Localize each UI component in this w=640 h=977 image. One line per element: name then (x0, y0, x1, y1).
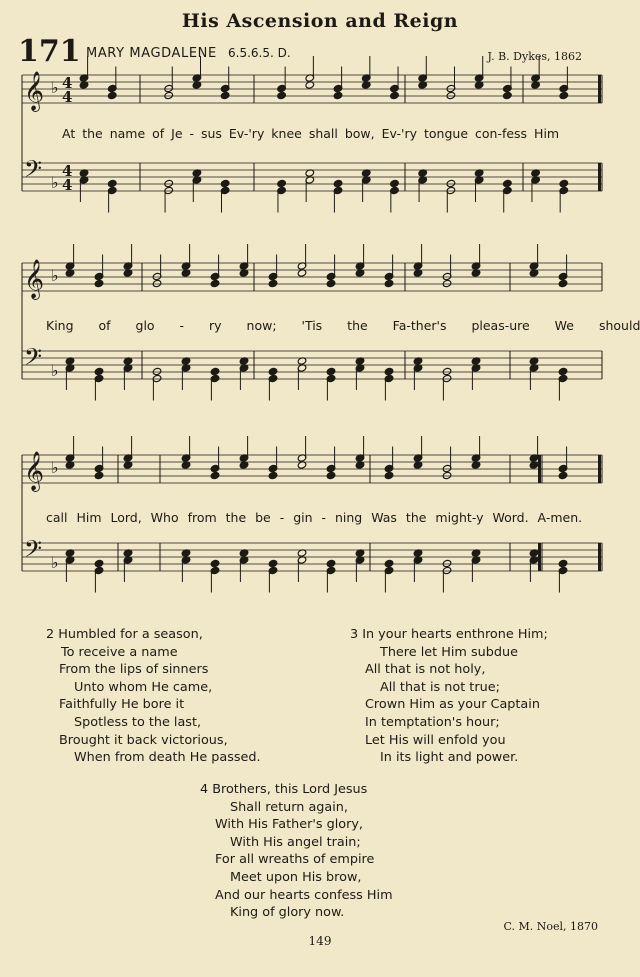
verse-line: When from death He passed. (74, 750, 261, 766)
note-head (384, 559, 394, 567)
verse-line: Let His will enfold you (365, 732, 506, 748)
verse-2 (46, 626, 261, 767)
note-head (164, 91, 174, 99)
note-head (442, 367, 452, 375)
verse-line: Unto whom He came, (74, 679, 213, 695)
note-head (210, 559, 220, 567)
note-head (277, 91, 287, 99)
meter: 6.5.6.5. D. (228, 46, 291, 60)
note-head (442, 279, 452, 287)
verse-line: King of glory now. (230, 905, 345, 921)
verse-line: All that is not true; (380, 679, 500, 695)
note-head (210, 367, 220, 375)
note-head (268, 279, 278, 287)
verse-line: Faithfully He bore it (59, 697, 185, 713)
bass-clef-icon: 𝄢 (24, 535, 43, 568)
bass-clef-icon: 𝄢 (24, 155, 43, 188)
treble-clef-icon: 𝄞 (24, 71, 45, 111)
note-head (390, 91, 400, 99)
note-head (94, 471, 104, 479)
verse-line: 4 Brothers, this Lord Jesus (200, 782, 368, 797)
verse-line: Shall return again, (230, 799, 348, 815)
note-head (326, 279, 336, 287)
note-head (152, 367, 162, 375)
note-head (210, 471, 220, 479)
note-head (390, 179, 400, 187)
verse-line: And our hearts confess Him (215, 887, 393, 903)
verse-line: 2 Humbled for a season, (46, 627, 203, 642)
treble-clef-icon: 𝄞 (24, 259, 45, 299)
verse-line: With His angel train; (230, 834, 361, 850)
lyric-line-2: King of glo - ry now; 'Tis the Fa-ther's pleas-ure We should (46, 318, 640, 333)
flat-sign: ♭ (51, 553, 59, 572)
flat-sign: ♭ (51, 266, 59, 285)
flat-sign: ♭ (51, 361, 59, 380)
final-barline (598, 75, 601, 103)
note-head (94, 559, 104, 567)
note-head (446, 91, 456, 99)
verse-line: With His Father's glory, (215, 817, 363, 833)
composer: J. B. Dykes, 1862 (487, 50, 582, 63)
final-barline (598, 543, 601, 571)
flat-sign: ♭ (51, 78, 59, 97)
verse-line: From the lips of sinners (59, 662, 209, 678)
note-head (558, 471, 568, 479)
note-head (503, 91, 513, 99)
note-head (442, 559, 452, 567)
time-signature: 4 (62, 74, 73, 92)
note-head (446, 179, 456, 187)
note-head (333, 179, 343, 187)
author: C. M. Noel, 1870 (503, 920, 598, 933)
time-signature: 4 (62, 162, 73, 180)
verse-line: Brought it back victorious, (59, 732, 228, 748)
note-head (164, 179, 174, 187)
note-head (559, 179, 569, 187)
note-head (107, 91, 117, 99)
note-head (268, 367, 278, 375)
verse-line: 3 In your hearts enthrone Him; (350, 627, 548, 642)
bass-clef-icon: 𝄢 (24, 343, 43, 376)
verse-line: All that is not holy, (365, 662, 486, 678)
verse-line: In its light and power. (380, 750, 519, 766)
final-barline (598, 163, 601, 191)
note-head (559, 91, 569, 99)
note-head (94, 367, 104, 375)
note-head (326, 559, 336, 567)
note-head (326, 471, 336, 479)
note-head (268, 559, 278, 567)
note-head (384, 471, 394, 479)
note-head (268, 471, 278, 479)
verse-line: Meet upon His brow, (230, 869, 362, 885)
verse-line: Crown Him as your Captain (365, 697, 540, 713)
note-head (210, 279, 220, 287)
note-head (152, 279, 162, 287)
lyric-line-1: At the name of Je - sus Ev-'ry knee shall bow, Ev-'ry tongue con-fess Him (62, 126, 560, 141)
final-barline (538, 543, 541, 571)
verse-line: To receive a name (61, 644, 178, 660)
tune-name: MARY MAGDALENE (86, 46, 217, 61)
note-head (220, 91, 230, 99)
verse-4 (200, 781, 393, 922)
note-head (277, 179, 287, 187)
note-head (558, 279, 568, 287)
note-head (107, 179, 117, 187)
final-barline (538, 455, 541, 483)
page-number: 149 (308, 934, 332, 948)
flat-sign: ♭ (51, 458, 59, 477)
note-head (333, 91, 343, 99)
note-head (503, 179, 513, 187)
verse-line: For all wreaths of empire (215, 852, 375, 868)
note-head (326, 367, 336, 375)
verse-3 (350, 626, 548, 767)
note-head (220, 179, 230, 187)
flat-sign: ♭ (51, 173, 59, 192)
final-barline (598, 455, 601, 483)
verse-line: In temptation's hour; (365, 714, 500, 730)
note-head (384, 279, 394, 287)
time-signature: 4 (62, 88, 73, 106)
verse-line: Spotless to the last, (74, 714, 202, 730)
hymn-number: 171 (18, 34, 81, 69)
note-head (442, 471, 452, 479)
lyric-line-3: call Him Lord, Who from the be - gin - ning Was the might-y Word. A-men. (46, 510, 583, 525)
verse-line: There let Him subdue (380, 644, 518, 660)
note-head (558, 367, 568, 375)
note-head (384, 367, 394, 375)
note-head (558, 559, 568, 567)
treble-clef-icon: 𝄞 (24, 451, 45, 491)
time-signature: 4 (62, 176, 73, 194)
note-head (94, 279, 104, 287)
section-title: His Ascension and Reign (181, 10, 459, 32)
